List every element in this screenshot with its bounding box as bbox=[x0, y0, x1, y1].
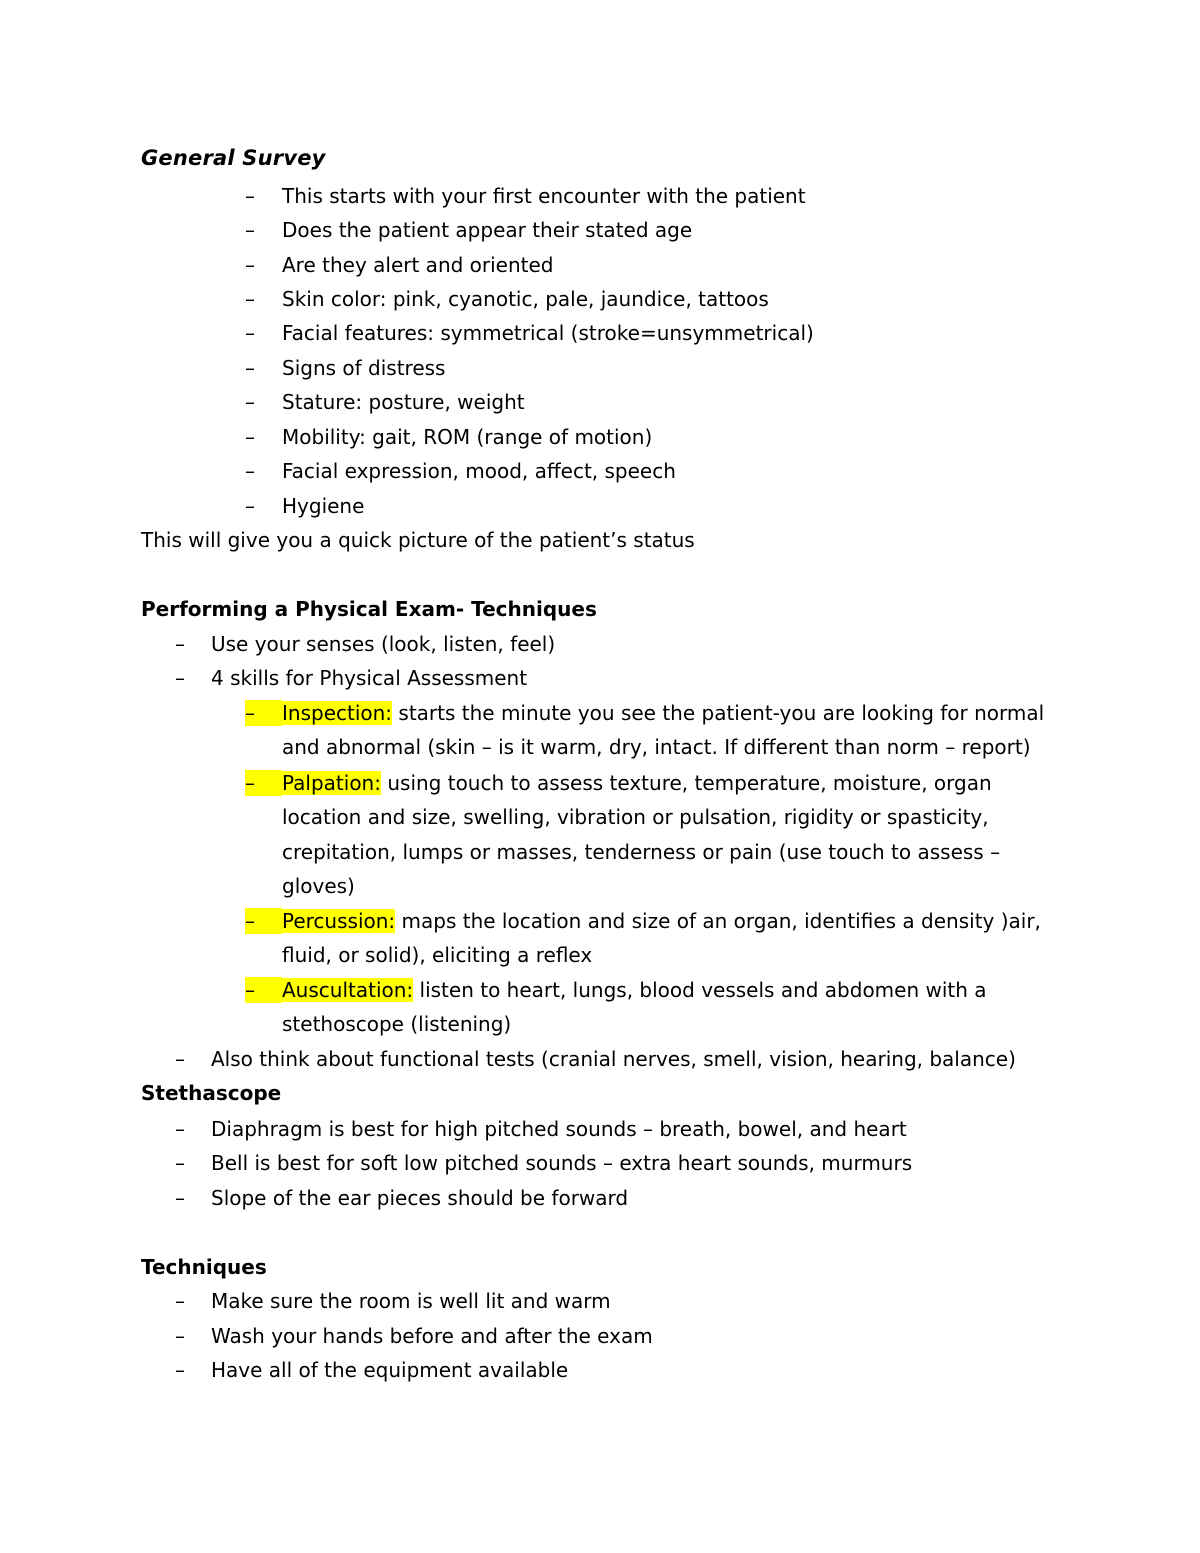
list-bullet: – bbox=[245, 459, 255, 483]
list-bullet: – bbox=[175, 1324, 185, 1348]
list-bullet: – bbox=[175, 1047, 185, 1071]
skill-term: Auscultation: bbox=[282, 978, 414, 1002]
list-bullet: – bbox=[175, 1358, 185, 1382]
list-bullet: – bbox=[245, 287, 255, 311]
list-bullet: – bbox=[245, 425, 255, 449]
skill-bullet: – bbox=[245, 700, 282, 726]
list-bullet: – bbox=[175, 632, 185, 656]
skill-description: and abnormal (skin – is it warm, dry, intact. If different than norm – report) bbox=[282, 735, 1031, 759]
list-item: Signs of distress bbox=[282, 356, 446, 380]
general-survey-summary: This will give you a quick picture of the patient’s status bbox=[141, 528, 695, 552]
stethoscope-heading: Stethascope bbox=[141, 1081, 282, 1105]
list-bullet: – bbox=[175, 1117, 185, 1141]
skill-bullet: – bbox=[245, 908, 282, 934]
list-bullet: – bbox=[245, 218, 255, 242]
skill-description: starts the minute you see the patient-you are looking for normal bbox=[392, 701, 1045, 725]
skill-description: stethoscope (listening) bbox=[282, 1012, 512, 1036]
list-bullet: – bbox=[245, 184, 255, 208]
skill-description: location and size, swelling, vibration or pulsation, rigidity or spasticity, bbox=[282, 805, 989, 829]
list-item: Also think about functional tests (cranial nerves, smell, vision, hearing, balance) bbox=[211, 1047, 1016, 1071]
skill-inspection bbox=[282, 700, 1044, 726]
skill-term: Percussion: bbox=[282, 909, 396, 933]
list-item: Diaphragm is best for high pitched sounds – breath, bowel, and heart bbox=[211, 1117, 907, 1141]
skill-bullet: – bbox=[245, 770, 282, 796]
list-item: Skin color: pink, cyanotic, pale, jaundice, tattoos bbox=[282, 287, 769, 311]
skill-term: Palpation: bbox=[282, 771, 381, 795]
list-item: Make sure the room is well lit and warm bbox=[211, 1289, 611, 1313]
skill-auscultation bbox=[282, 977, 987, 1003]
list-item: Facial features: symmetrical (stroke=unsymmetrical) bbox=[282, 321, 814, 345]
list-item: Does the patient appear their stated age bbox=[282, 218, 693, 242]
list-item: Stature: posture, weight bbox=[282, 390, 525, 414]
list-item: 4 skills for Physical Assessment bbox=[211, 666, 528, 690]
list-bullet: – bbox=[175, 1186, 185, 1210]
list-bullet: – bbox=[175, 1151, 185, 1175]
list-bullet: – bbox=[245, 321, 255, 345]
list-bullet: – bbox=[175, 666, 185, 690]
skill-description: crepitation, lumps or masses, tenderness or pain (use touch to assess – bbox=[282, 840, 1001, 864]
list-item: Slope of the ear pieces should be forward bbox=[211, 1186, 629, 1210]
list-item: Mobility: gait, ROM (range of motion) bbox=[282, 425, 653, 449]
general-survey-heading: General Survey bbox=[141, 146, 326, 170]
skill-description: fluid, or solid), eliciting a reflex bbox=[282, 943, 593, 967]
skill-description: using touch to assess texture, temperature, moisture, organ bbox=[380, 771, 992, 795]
skill-description: listen to heart, lungs, blood vessels and abdomen with a bbox=[413, 978, 987, 1002]
list-bullet: – bbox=[245, 253, 255, 277]
physical-exam-heading: Performing a Physical Exam- Techniques bbox=[141, 597, 597, 621]
skill-bullet: – bbox=[245, 977, 282, 1003]
list-bullet: – bbox=[245, 390, 255, 414]
techniques-heading: Techniques bbox=[141, 1255, 267, 1279]
skill-percussion bbox=[282, 908, 1041, 934]
skill-description: gloves) bbox=[282, 874, 355, 898]
list-item: This starts with your first encounter with the patient bbox=[282, 184, 806, 208]
list-bullet: – bbox=[245, 356, 255, 380]
list-bullet: – bbox=[175, 1289, 185, 1313]
skill-term: Inspection: bbox=[282, 701, 393, 725]
list-item: Have all of the equipment available bbox=[211, 1358, 569, 1382]
list-bullet: – bbox=[245, 494, 255, 518]
list-item: Hygiene bbox=[282, 494, 365, 518]
list-item: Are they alert and oriented bbox=[282, 253, 554, 277]
list-item: Use your senses (look, listen, feel) bbox=[211, 632, 556, 656]
list-item: Facial expression, mood, affect, speech bbox=[282, 459, 676, 483]
skill-description: maps the location and size of an organ, identifies a density )air, bbox=[395, 909, 1041, 933]
list-item: Wash your hands before and after the exam bbox=[211, 1324, 653, 1348]
list-item: Bell is best for soft low pitched sounds – extra heart sounds, murmurs bbox=[211, 1151, 913, 1175]
skill-palpation bbox=[282, 770, 992, 796]
